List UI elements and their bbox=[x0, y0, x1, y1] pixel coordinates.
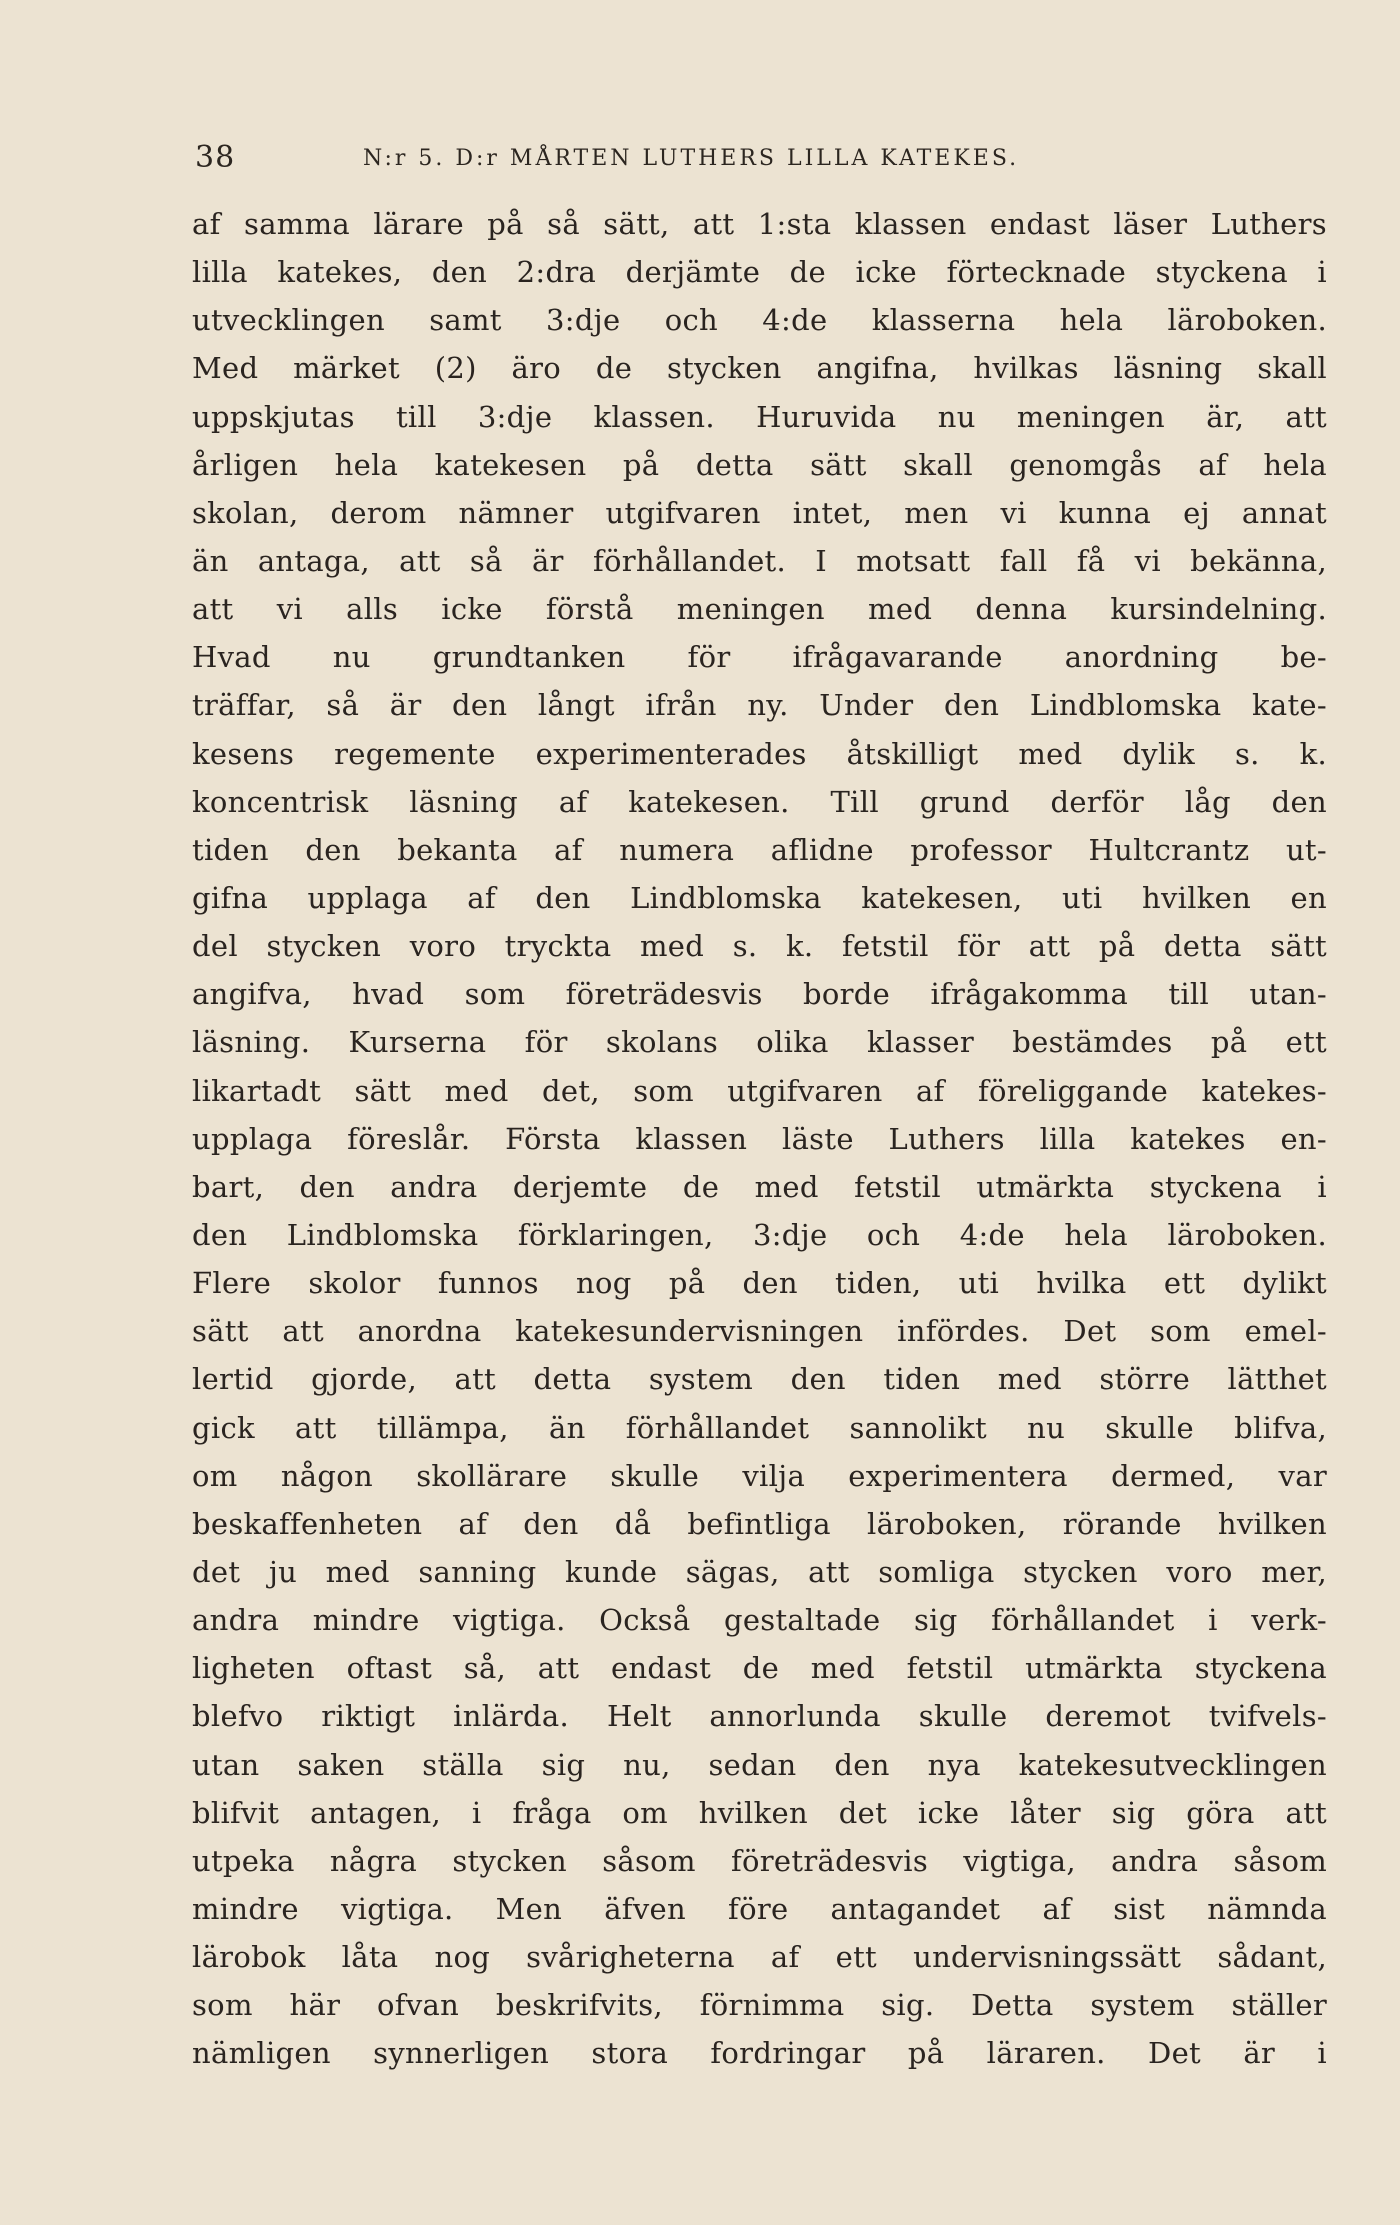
text-line: som här ofvan beskrifvits, förnimma sig. Detta system ställer bbox=[192, 1988, 1327, 2023]
text-line: blefvo riktigt inlärda. Helt annorlunda skulle deremot tvifvels- bbox=[192, 1699, 1327, 1734]
text-line: mindre vigtiga. Men äfven före antagandet af sist nämnda bbox=[192, 1891, 1327, 1926]
text-line: andra mindre vigtiga. Också gestaltade sig förhållandet i verk- bbox=[192, 1603, 1327, 1638]
running-title: N:r 5. D:r MÅRTEN LUTHERS LILLA KATEKES. bbox=[363, 146, 1020, 171]
text-line: utvecklingen samt 3:dje och 4:de klasserna hela läroboken. bbox=[192, 303, 1327, 338]
text-line: lertid gjorde, att detta system den tiden med större lätthet bbox=[192, 1362, 1327, 1397]
text-line: om någon skollärare skulle vilja experimentera dermed, var bbox=[192, 1458, 1327, 1493]
text-line: ligheten oftast så, att endast de med fetstil utmärkta styckena bbox=[192, 1651, 1327, 1686]
text-line: än antaga, att så är förhållandet. I motsatt fall få vi bekänna, bbox=[192, 543, 1327, 578]
text-line: lärobok låta nog svårigheterna af ett undervisningssätt sådant, bbox=[192, 1940, 1327, 1975]
body-text bbox=[192, 200, 1327, 2077]
text-line: beskaffenheten af den då befintliga läroboken, rörande hvilken bbox=[192, 1506, 1327, 1541]
text-line: kesens regemente experimenterades åtskilligt med dylik s. k. bbox=[192, 736, 1327, 771]
text-line: lilla katekes, den 2:dra derjämte de icke förtecknade styckena i bbox=[192, 255, 1327, 290]
text-line: utan saken ställa sig nu, sedan den nya katekesutvecklingen bbox=[192, 1747, 1327, 1782]
text-line: Med märket (2) äro de stycken angifna, hvilkas läsning skall bbox=[192, 351, 1327, 386]
text-line: det ju med sanning kunde sägas, att somliga stycken voro mer, bbox=[192, 1554, 1327, 1589]
text-line: bart, den andra derjemte de med fetstil utmärkta styckena i bbox=[192, 1169, 1327, 1204]
text-line: del stycken voro tryckta med s. k. fetstil för att på detta sätt bbox=[192, 929, 1327, 964]
text-line: årligen hela katekesen på detta sätt skall genomgås af hela bbox=[192, 447, 1327, 482]
text-line: gick att tillämpa, än förhållandet sannolikt nu skulle blifva, bbox=[192, 1410, 1327, 1445]
text-line: läsning. Kurserna för skolans olika klasser bestämdes på ett bbox=[192, 1025, 1327, 1060]
text-line: koncentrisk läsning af katekesen. Till grund derför låg den bbox=[192, 784, 1327, 819]
text-line: skolan, derom nämner utgifvaren intet, men vi kunna ej annat bbox=[192, 495, 1327, 530]
text-line: gifna upplaga af den Lindblomska katekesen, uti hvilken en bbox=[192, 880, 1327, 915]
text-line: upplaga föreslår. Första klassen läste Luthers lilla katekes en- bbox=[192, 1121, 1327, 1156]
text-line: likartadt sätt med det, som utgifvaren af föreliggande katekes- bbox=[192, 1073, 1327, 1108]
text-line: af samma lärare på så sätt, att 1:sta klassen endast läser Luthers bbox=[192, 207, 1327, 241]
text-line: träffar, så är den långt ifrån ny. Under den Lindblomska kate- bbox=[192, 688, 1327, 723]
text-line: sätt att anordna katekesundervisningen infördes. Det som emel- bbox=[192, 1314, 1327, 1349]
text-line: Flere skolor funnos nog på den tiden, uti hvilka ett dylikt bbox=[192, 1266, 1327, 1301]
text-line: blifvit antagen, i fråga om hvilken det icke låter sig göra att bbox=[192, 1795, 1327, 1830]
text-line: den Lindblomska förklaringen, 3:dje och 4:de hela läroboken. bbox=[192, 1217, 1327, 1252]
text-line: nämligen synnerligen stora fordringar på läraren. Det är i bbox=[192, 2036, 1327, 2071]
text-line: uppskjutas till 3:dje klassen. Huruvida nu meningen är, att bbox=[192, 399, 1327, 434]
text-line: Hvad nu grundtanken för ifrågavarande anordning be- bbox=[192, 640, 1327, 675]
text-line: angifva, hvad som företrädesvis borde ifrågakomma till utan- bbox=[192, 977, 1327, 1012]
page-header bbox=[195, 140, 1325, 180]
text-line: utpeka några stycken såsom företrädesvis vigtiga, andra såsom bbox=[192, 1843, 1327, 1878]
text-line: att vi alls icke förstå meningen med denna kursindelning. bbox=[192, 592, 1327, 627]
page-number: 38 bbox=[195, 140, 236, 175]
text-line: tiden den bekanta af numera aflidne professor Hultcrantz ut- bbox=[192, 832, 1327, 867]
